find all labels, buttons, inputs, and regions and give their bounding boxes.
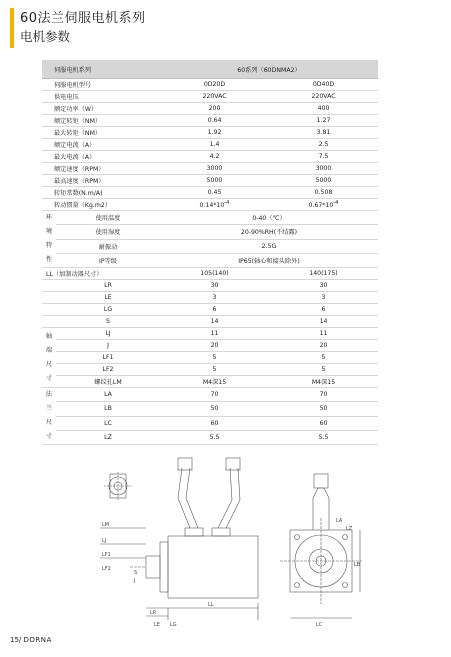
table-row	[42, 388, 378, 402]
spec-table	[42, 60, 378, 445]
row-value-b: 2.5	[269, 139, 378, 151]
group-char: 法	[45, 391, 53, 398]
table-row	[42, 91, 378, 103]
row-value-a: 5.5	[160, 430, 269, 444]
group-char: 兰	[45, 405, 53, 412]
dim-lr: LR	[150, 610, 157, 616]
row-value: IP65(轴心和接头除外)	[160, 253, 378, 267]
row-spacer	[42, 316, 56, 328]
dim-s: S	[134, 570, 138, 576]
row-label: LC	[56, 416, 160, 430]
row-label: 螺纹孔LM	[56, 376, 160, 388]
row-label: LZ	[56, 430, 160, 444]
row-value-a: 70	[160, 388, 269, 402]
table-row	[42, 151, 378, 163]
row-value-b: 400	[269, 103, 378, 115]
row-spacer	[42, 304, 56, 316]
row-value-b: 5.5	[269, 430, 378, 444]
row-label: 额定功率（W）	[42, 103, 160, 115]
table-row	[42, 328, 378, 340]
dim-lg: LG	[170, 622, 177, 628]
row-value-a: 105(140)	[160, 268, 269, 280]
row-label: LG	[56, 304, 160, 316]
group-char: 寸	[45, 374, 53, 382]
row-value: 0-40（℃）	[160, 211, 378, 225]
row-value-b: 20	[269, 340, 378, 352]
row-value-a: 20	[160, 340, 269, 352]
row-value-b: 5	[269, 352, 378, 364]
row-label: LF1	[56, 352, 160, 364]
table-row	[42, 402, 378, 416]
table-row	[42, 103, 378, 115]
row-value-a: 1.92	[160, 127, 269, 139]
group-char: 端	[45, 346, 53, 354]
row-label: 使用湿度	[56, 225, 160, 239]
row-value-b: 1.27	[269, 115, 378, 127]
row-value-a: 0.64	[160, 115, 269, 127]
row-value: 2.5G	[160, 239, 378, 253]
table-row	[42, 316, 378, 328]
row-value-a: 11	[160, 328, 269, 340]
row-value-a: 3000	[160, 163, 269, 175]
row-label: LJ	[56, 328, 160, 340]
row-value-b: 50	[269, 402, 378, 416]
row-label: LA	[56, 388, 160, 402]
row-value-a	[160, 199, 269, 211]
row-value-a: 60	[160, 416, 269, 430]
row-value-a: 50	[160, 402, 269, 416]
row-label: LB	[56, 402, 160, 416]
table-row	[42, 211, 378, 225]
row-value-b: 3	[269, 292, 378, 304]
row-value: 20-90%RH(不结露)	[160, 225, 378, 239]
motor-dimension-drawing	[90, 448, 370, 630]
table-row	[42, 340, 378, 352]
row-label: 耐振动	[56, 239, 160, 253]
row-label: LL（加制动器尺寸）	[42, 268, 160, 280]
row-value-b: 5	[269, 364, 378, 376]
group-char: 轴	[45, 332, 53, 340]
table-row	[42, 430, 378, 444]
row-value-b: 0.508	[269, 187, 378, 199]
dim-ll: LL	[208, 602, 214, 608]
table-row	[42, 79, 378, 91]
dim-lf1: LF1	[102, 552, 111, 558]
row-value-a: 14	[160, 316, 269, 328]
page-number: 15	[10, 636, 19, 644]
row-label: LR	[56, 280, 160, 292]
page-footer: 15/ DORNA	[10, 636, 52, 644]
row-value-b: 60	[269, 416, 378, 430]
inertia-base: 0.67*10	[308, 202, 334, 210]
table-row	[42, 253, 378, 267]
row-value-b	[269, 199, 378, 211]
table-row	[42, 199, 378, 211]
table-row	[42, 139, 378, 151]
row-value-a: M4深15	[160, 376, 269, 388]
table-row	[42, 304, 378, 316]
row-label: 使用温度	[56, 211, 160, 225]
row-value-b: 3.81	[269, 127, 378, 139]
row-label: LE	[56, 292, 160, 304]
row-value-a: 0.45	[160, 187, 269, 199]
dim-lj: LJ	[102, 538, 107, 544]
row-value-a: 200	[160, 103, 269, 115]
header-label: 伺服电机系列	[42, 60, 160, 79]
row-value-a: 5	[160, 352, 269, 364]
table-row	[42, 416, 378, 430]
row-value-b: M4深15	[269, 376, 378, 388]
row-value-a: 5	[160, 364, 269, 376]
table-row	[42, 268, 378, 280]
dim-le: LE	[154, 622, 160, 628]
row-label: 最大电流（A）	[42, 151, 160, 163]
row-value-a: 3	[160, 292, 269, 304]
table-row	[42, 292, 378, 304]
row-value-b: 5000	[269, 175, 378, 187]
dim-la: LA	[336, 518, 343, 524]
group-char: 寸	[45, 433, 53, 440]
row-label: 最大转矩（NM）	[42, 127, 160, 139]
row-label: S	[56, 316, 160, 328]
dim-lb: LB	[354, 562, 361, 568]
row-label: J	[56, 340, 160, 352]
row-value-b: 3000	[269, 163, 378, 175]
row-label: 额定电流（A）	[42, 139, 160, 151]
row-value-a: 220VAC	[160, 91, 269, 103]
row-label: 额定速度（RPM）	[42, 163, 160, 175]
table-header-row	[42, 60, 378, 79]
row-label: 供电电压	[42, 91, 160, 103]
title-accent-bar	[10, 8, 14, 48]
row-value-b: 7.5	[269, 151, 378, 163]
row-value-b: 11	[269, 328, 378, 340]
inertia-exponent: -4	[333, 199, 339, 206]
row-value-b: 30	[269, 280, 378, 292]
group-char: 性	[45, 256, 53, 263]
row-value-b: 0D40D	[269, 79, 378, 91]
row-value-a: 6	[160, 304, 269, 316]
inertia-exponent: -4	[224, 199, 230, 206]
dim-lf2: LF2	[102, 566, 111, 572]
header-series: 60系列（60DNMA2）	[160, 60, 378, 79]
row-value-a: 1.4	[160, 139, 269, 151]
table-row	[42, 352, 378, 364]
row-value-a: 0D20D	[160, 79, 269, 91]
table-row	[42, 115, 378, 127]
row-value-b: 6	[269, 304, 378, 316]
table-row	[42, 376, 378, 388]
row-value-b: 140(175)	[269, 268, 378, 280]
table-row	[42, 280, 378, 292]
row-label: 最高速度（RPM）	[42, 175, 160, 187]
table-row	[42, 239, 378, 253]
row-label: 转矩常数(N.m/A)	[42, 187, 160, 199]
group-char: 环	[45, 214, 53, 221]
dim-lz: LZ	[346, 526, 353, 532]
row-value-b: 220VAC	[269, 91, 378, 103]
page-title: 60法兰伺服电机系列	[20, 11, 146, 26]
env-group-label	[42, 211, 56, 268]
row-value-a: 30	[160, 280, 269, 292]
page-subtitle: 电机参数	[20, 29, 71, 44]
table-row	[42, 364, 378, 376]
row-value-b: 70	[269, 388, 378, 402]
table-row	[42, 225, 378, 239]
row-label: IP等级	[56, 253, 160, 267]
dim-lm: LM	[102, 522, 110, 528]
brand-name: DORNA	[23, 636, 52, 644]
group-char: 特	[45, 242, 53, 249]
inertia-base: 0.14*10	[199, 202, 225, 210]
row-label: 额定转矩（NM）	[42, 115, 160, 127]
dim-lc: LC	[316, 622, 323, 628]
row-label: 转动惯量（Kg.m2）	[42, 199, 160, 211]
flange-group-label	[42, 388, 56, 445]
row-value-b: 14	[269, 316, 378, 328]
row-value-a: 5000	[160, 175, 269, 187]
table-row	[42, 163, 378, 175]
group-char: 尺	[45, 419, 53, 426]
table-row	[42, 127, 378, 139]
row-spacer	[42, 280, 56, 292]
table-row	[42, 175, 378, 187]
group-char: 尺	[45, 360, 53, 368]
row-label: LF2	[56, 364, 160, 376]
row-value-a: 4.2	[160, 151, 269, 163]
dim-j: J	[134, 578, 136, 584]
table-row	[42, 187, 378, 199]
row-label: 伺服电机型号	[42, 79, 160, 91]
row-spacer	[42, 292, 56, 304]
group-char: 境	[45, 228, 53, 235]
shaft-group-label	[42, 328, 56, 388]
